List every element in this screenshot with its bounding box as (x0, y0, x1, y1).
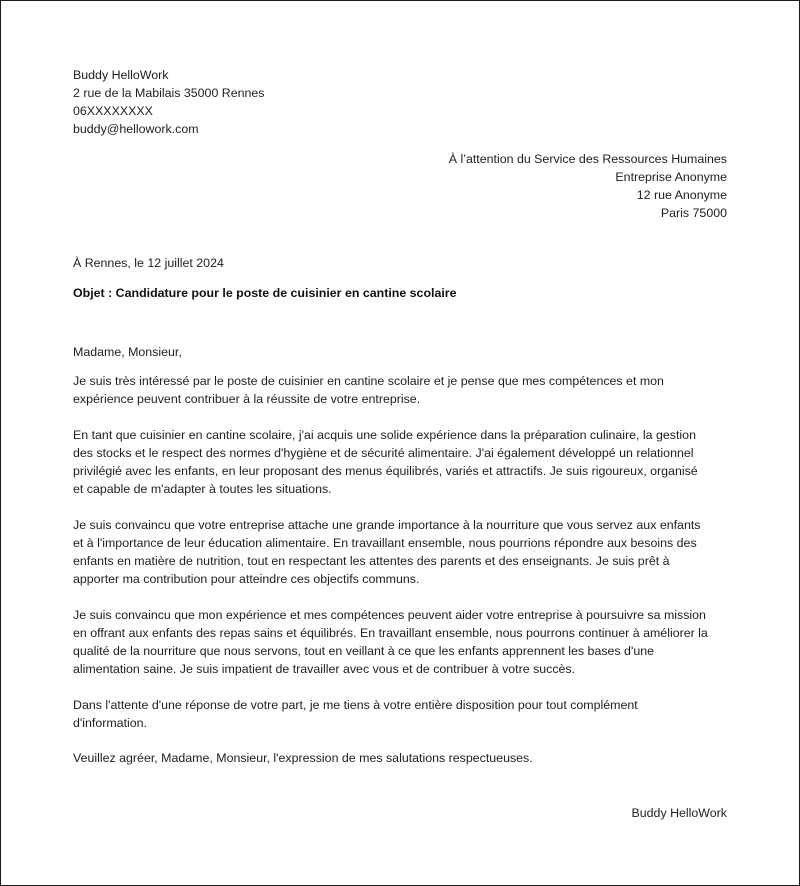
body-paragraph (73, 372, 733, 408)
paragraph-line: privilégié avec les enfants, en leur proposant des menus équilibrés, variés et attractifs. Je suis rigoureux, organisé (73, 464, 698, 478)
body-paragraph (73, 516, 733, 588)
paragraph-line: qualité de la nourriture que nous servons, tout en veillant à ce que les enfants apprennent les bases d'une (73, 644, 654, 658)
signature: Buddy HelloWork (631, 806, 727, 820)
recipient-company: Entreprise Anonyme (615, 170, 727, 184)
paragraph-line: et capable de m'adapter à toutes les situations. (73, 482, 332, 496)
sender-address: 2 rue de la Mabilais 35000 Rennes (73, 86, 265, 100)
body-paragraph (73, 426, 733, 498)
paragraph-line: expérience peuvent contribuer à la réussite de votre entreprise. (73, 392, 421, 406)
recipient-block (449, 150, 727, 222)
paragraph-line: des stocks et le respect des normes d'hygiène et de sécurité alimentaire. J'ai également développé un relationnel (73, 446, 694, 460)
paragraph-line: Je suis très intéressé par le poste de cuisinier en cantine scolaire et je pense que mes compétences et mon (73, 374, 664, 388)
paragraph-line: apporter ma contribution pour atteindre ces objectifs communs. (73, 572, 420, 586)
date-line: À Rennes, le 12 juillet 2024 (73, 256, 224, 270)
paragraph-line: alimentation saine. Je suis impatient de travailler avec vous et de contribuer à votre succès. (73, 662, 576, 676)
closing-formula: Veuillez agréer, Madame, Monsieur, l'expression de mes salutations respectueuses. (73, 751, 533, 765)
recipient-street: 12 rue Anonyme (636, 188, 727, 202)
body-paragraph (73, 696, 733, 732)
recipient-attention: À l’attention du Service des Ressources Humaines (448, 152, 727, 166)
paragraph-line: en offrant aux enfants des repas sains et équilibrés. En travaillant ensemble, nous pourrons continuer à améliorer la (73, 626, 708, 640)
salutation: Madame, Monsieur, (73, 345, 182, 359)
body-paragraph (73, 606, 733, 678)
paragraph-line: Je suis convaincu que mon expérience et mes compétences peuvent aider votre entreprise à poursuivre sa mission (73, 608, 706, 622)
recipient-city: Paris 75000 (660, 206, 727, 220)
paragraph-line: enfants en matière de nutrition, tout en respectant les attentes des parents et des enseignants. Je suis prêt à (73, 554, 670, 568)
paragraph-line: Je suis convaincu que votre entreprise attache une grande importance à la nourriture que vous servez aux enfants (73, 518, 701, 532)
sender-phone: 06XXXXXXXX (73, 104, 153, 118)
subject-line: Objet : Candidature pour le poste de cuisinier en cantine scolaire (73, 286, 457, 300)
sender-block (73, 66, 265, 138)
paragraph-line: et à l'importance de leur éducation alimentaire. En travaillant ensemble, nous pourrions répondre aux besoins des (73, 536, 697, 550)
paragraph-line: d'information. (73, 716, 147, 730)
paragraph-line: Dans l'attente d'une réponse de votre part, je me tiens à votre entière disposition pour tout complément (73, 698, 638, 712)
sender-email: buddy@hellowork.com (73, 122, 199, 136)
paragraph-line: En tant que cuisinier en cantine scolaire, j'ai acquis une solide expérience dans la préparation culinaire, la gestion (73, 428, 696, 442)
sender-name: Buddy HelloWork (73, 68, 169, 82)
